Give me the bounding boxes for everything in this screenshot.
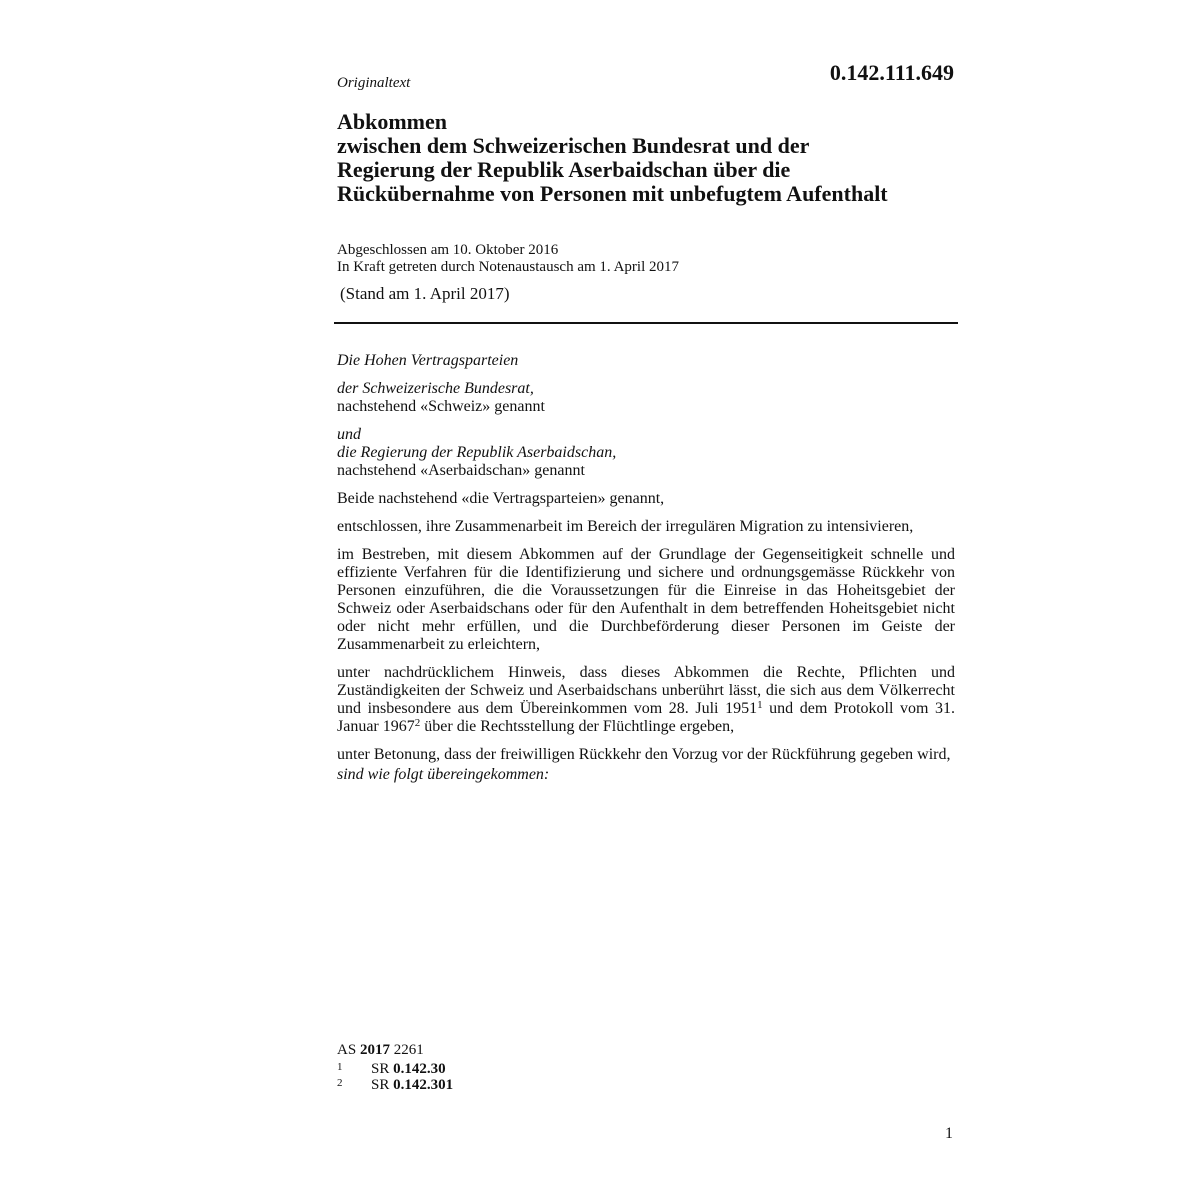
recital-text: über die Rechtsstellung der Flüchtlinge ergeben, [420,718,735,735]
footnote-ref[interactable]: 1 [757,699,763,711]
recital-paragraph: im Bestreben, mit diesem Abkommen auf der Grundlage der Gegenseitigkeit schnelle und effiziente Verfahren für die Identifizierung und sichere und ordnungsgemässe Rückkehr von Personen einzuführen, die die Voraussetzungen für die Einreise in das Hoheitsgebiet der Schweiz oder Aserbaidschans oder für den Aufenthalt in dem betreffenden Hoheitsgebiet nicht oder nicht mehr erfüllen, und die Durchbeförderung dieser Personen im Geiste der Zusammenarbeit zu erleichtern, [337,546,955,653]
document-label: Originaltext [337,75,411,91]
title-line: Abkommen [337,109,448,134]
footnote-ref[interactable]: 2 [414,717,421,729]
parties-heading: Die Hohen Vertragsparteien [337,352,519,369]
as-page: 2261 [389,1042,424,1058]
as-year: 2017 [359,1042,390,1058]
footnotes [337,1042,453,1093]
footnote-sr-ref: 0.142.301 [393,1077,454,1093]
party-designation: nachstehend «Schweiz» genannt [337,398,545,415]
recital-text: unter nachdrücklichem Hinweis, dass dieses Abkommen die Rechte, Pflichten und Zuständigkeiten der Schweiz und Aserbaidschans unberührt lässt, die sich aus dem Völkerrecht und insbesondere aus dem Übereinkommen vom 28. Juli 1951 [337,664,955,717]
recital-text: und dem Protokoll vom 31. Januar 1967 [337,700,955,735]
in-force-date: In Kraft getreten durch Notenaustausch am 1. April 2017 [337,259,679,275]
footnote-sr-ref: 0.142.30 [393,1061,446,1077]
party-switzerland [337,380,955,416]
title-line: Regierung der Republik Aserbaidschan über die [337,157,791,182]
both-parties-paragraph: Beide nachstehend «die Vertragsparteien» genannt, [337,490,665,507]
conjunction: und [337,426,361,443]
recital-paragraph [337,664,955,736]
footnote-mark: 2 [337,1077,343,1089]
concluded-date: Abgeschlossen am 10. Oktober 2016 [337,242,559,258]
document-meta [337,242,679,276]
footnote-text [371,1077,453,1093]
document-title [337,110,977,206]
title-line: zwischen dem Schweizerischen Bundesrat und der [337,133,810,158]
recital-paragraph: unter Betonung, dass der freiwilligen Rückkehr den Vorzug vor der Rückführung gegeben wird, [337,746,951,763]
status-date: (Stand am 1. April 2017) [340,284,510,303]
as-reference [337,1042,453,1058]
party-name: die Regierung der Republik Aserbaidschan, [337,444,617,461]
title-line: Rückübernahme von Personen mit unbefugtem Aufenthalt [337,181,888,206]
footnote-mark: 1 [337,1061,343,1073]
footnote [337,1077,453,1093]
page-number: 1 [945,1125,953,1142]
as-prefix: AS [337,1042,360,1058]
party-azerbaijan [337,426,955,480]
agreement-clause: sind wie folgt übereingekommen: [337,766,550,783]
party-name: der Schweizerische Bundesrat, [337,380,534,397]
sr-number: 0.142.111.649 [829,60,954,85]
party-designation: nachstehend «Aserbaidschan» genannt [337,462,585,479]
separator-rule [334,322,958,324]
recital-paragraph: entschlossen, ihre Zusammenarbeit im Bereich der irregulären Migration zu intensivieren, [337,518,914,535]
footnote-prefix: SR [371,1061,394,1077]
preamble [337,352,955,794]
footnote-prefix: SR [371,1077,394,1093]
footnote-text [371,1061,446,1077]
